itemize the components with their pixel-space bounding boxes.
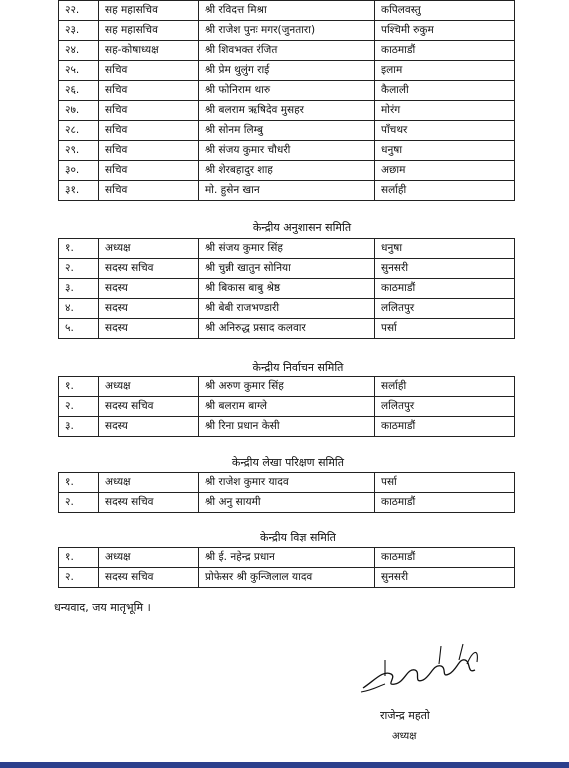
position-cell: सदस्य सचिव [99, 493, 199, 513]
name-cell: श्री शिवभक्त रंजित [199, 41, 375, 61]
serial-cell: २. [59, 397, 99, 417]
name-cell: श्री बिकास बाबु श्रेष्ठ [199, 279, 375, 299]
district-cell: पर्सा [375, 473, 515, 493]
audit-committee-title: केन्द्रीय लेखा परिक्षण समिति [231, 456, 345, 469]
table-row [59, 81, 515, 101]
table-row [59, 299, 515, 319]
position-cell: सदस्य [99, 319, 199, 339]
position-cell: सदस्य [99, 417, 199, 437]
table-row [59, 397, 515, 417]
table-row [59, 473, 515, 493]
serial-cell: ३१. [59, 181, 99, 201]
name-cell: श्री रिना प्रधान केसी [199, 417, 375, 437]
serial-cell: १. [59, 473, 99, 493]
position-cell: सह महासचिव [99, 1, 199, 21]
position-cell: अध्यक्ष [99, 377, 199, 397]
experts-committee-title: केन्द्रीय विज्ञ समिति [260, 531, 336, 544]
position-cell: सदस्य सचिव [99, 397, 199, 417]
audit-committee-table [58, 472, 515, 513]
name-cell: प्रोफेसर श्री कुन्जिलाल यादव [199, 568, 375, 588]
name-cell: श्री अनु सायमी [199, 493, 375, 513]
serial-cell: ४. [59, 299, 99, 319]
table-row [59, 1, 515, 21]
district-cell: पाँचथर [375, 121, 515, 141]
district-cell: काठमाडौं [375, 41, 515, 61]
position-cell: सह-कोषाध्यक्ष [99, 41, 199, 61]
serial-cell: २. [59, 259, 99, 279]
table-row [59, 61, 515, 81]
serial-cell: १. [59, 548, 99, 568]
district-cell: ललितपुर [375, 397, 515, 417]
table-row [59, 319, 515, 339]
name-cell: श्री बलराम बाग्ले [199, 397, 375, 417]
position-cell: सचिव [99, 141, 199, 161]
position-cell: सदस्य सचिव [99, 568, 199, 588]
position-cell: सचिव [99, 161, 199, 181]
position-cell: सचिव [99, 61, 199, 81]
table-row [59, 239, 515, 259]
district-cell: ललितपुर [375, 299, 515, 319]
name-cell: श्री रविदत्त मिश्रा [199, 1, 375, 21]
table-row [59, 41, 515, 61]
table-row [59, 548, 515, 568]
district-cell: पर्सा [375, 319, 515, 339]
signer-title: अध्यक्ष [392, 731, 417, 742]
district-cell: सुनसरी [375, 568, 515, 588]
serial-cell: २४. [59, 41, 99, 61]
signature-mark [355, 640, 485, 698]
serial-cell: १. [59, 377, 99, 397]
serial-cell: २२. [59, 1, 99, 21]
serial-cell: २३. [59, 21, 99, 41]
serial-cell: ३. [59, 279, 99, 299]
district-cell: पश्चिमी रुकुम [375, 21, 515, 41]
name-cell: श्री राजेश कुमार यादव [199, 473, 375, 493]
position-cell: अध्यक्ष [99, 473, 199, 493]
name-cell: श्री चुन्नी खातुन सोनिया [199, 259, 375, 279]
position-cell: सचिव [99, 121, 199, 141]
serial-cell: २७. [59, 101, 99, 121]
table-row [59, 101, 515, 121]
serial-cell: १. [59, 239, 99, 259]
district-cell: कपिलवस्तु [375, 1, 515, 21]
table-row [59, 568, 515, 588]
serial-cell: ३. [59, 417, 99, 437]
position-cell: सह महासचिव [99, 21, 199, 41]
serial-cell: २९. [59, 141, 99, 161]
serial-cell: ५. [59, 319, 99, 339]
district-cell: काठमाडौं [375, 279, 515, 299]
table-row [59, 121, 515, 141]
position-cell: सचिव [99, 181, 199, 201]
name-cell: श्री संजय कुमार सिंह [199, 239, 375, 259]
district-cell: मोरंग [375, 101, 515, 121]
serial-cell: २. [59, 493, 99, 513]
position-cell: सदस्य [99, 299, 199, 319]
district-cell: सर्लाही [375, 377, 515, 397]
serial-cell: ३०. [59, 161, 99, 181]
serial-cell: २५. [59, 61, 99, 81]
table-row [59, 181, 515, 201]
signer-name: राजेन्द्र महतो [380, 709, 430, 722]
name-cell: श्री शेरबहादुर शाह [199, 161, 375, 181]
name-cell: श्री बेबी राजभण्डारी [199, 299, 375, 319]
name-cell: मो. हुसेन खान [199, 181, 375, 201]
name-cell: श्री प्रेम थुलुंग राई [199, 61, 375, 81]
name-cell: श्री अनिरुद्ध प्रसाद कलवार [199, 319, 375, 339]
district-cell: अछाम [375, 161, 515, 181]
name-cell: श्री राजेश पुनः मगर(जुनतारा) [199, 21, 375, 41]
position-cell: सदस्य [99, 279, 199, 299]
serial-cell: २८. [59, 121, 99, 141]
table-row [59, 417, 515, 437]
serial-cell: २६. [59, 81, 99, 101]
table-row [59, 21, 515, 41]
closing-line: धन्यवाद, जय मातृभूमि । [54, 601, 151, 614]
district-cell: काठमाडौं [375, 548, 515, 568]
discipline-committee-title: केन्द्रीय अनुशासन समिति [252, 221, 352, 234]
discipline-committee-table [58, 238, 515, 339]
table-row [59, 493, 515, 513]
position-cell: सचिव [99, 101, 199, 121]
district-cell: धनुषा [375, 239, 515, 259]
table-row [59, 377, 515, 397]
election-committee-table [58, 376, 515, 437]
district-cell: कैलाली [375, 81, 515, 101]
name-cell: श्री ई. नहेन्द्र प्रधान [199, 548, 375, 568]
district-cell: काठमाडौं [375, 493, 515, 513]
table-row [59, 141, 515, 161]
position-cell: अध्यक्ष [99, 548, 199, 568]
district-cell: इलाम [375, 61, 515, 81]
table-row [59, 161, 515, 181]
district-cell: सुनसरी [375, 259, 515, 279]
serial-cell: २. [59, 568, 99, 588]
name-cell: श्री अरुण कुमार सिंह [199, 377, 375, 397]
table-row [59, 259, 515, 279]
name-cell: श्री फोनिराम थारु [199, 81, 375, 101]
experts-committee-table [58, 547, 515, 588]
position-cell: सदस्य सचिव [99, 259, 199, 279]
footer-bar [0, 762, 569, 768]
main-table [58, 0, 515, 201]
name-cell: श्री सोनम लिम्बु [199, 121, 375, 141]
district-cell: धनुषा [375, 141, 515, 161]
election-committee-title: केन्द्रीय निर्वाचन समिति [252, 361, 344, 374]
table-row [59, 279, 515, 299]
position-cell: सचिव [99, 81, 199, 101]
district-cell: काठमाडौं [375, 417, 515, 437]
name-cell: श्री बलराम ऋषिदेव मुसहर [199, 101, 375, 121]
name-cell: श्री संजय कुमार चौधरी [199, 141, 375, 161]
district-cell: सर्लाही [375, 181, 515, 201]
position-cell: अध्यक्ष [99, 239, 199, 259]
